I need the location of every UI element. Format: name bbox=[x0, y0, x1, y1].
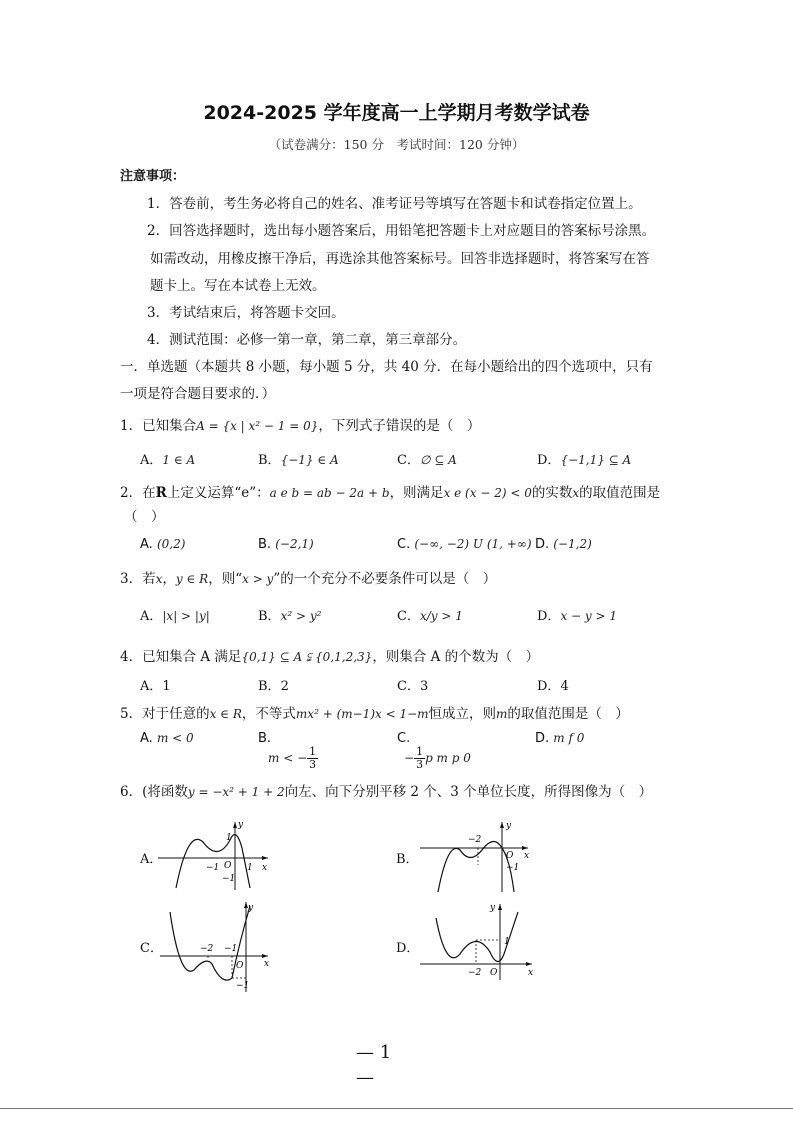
q4-option-d: D．4 bbox=[537, 679, 569, 694]
note-2-cont: 如需改动，用橡皮擦干净后，再选涂其他答案标号。回答非选择题时，将答案写在答 bbox=[150, 251, 650, 267]
section-heading: 一．单选题（本题共 8 小题，每小题 5 分，共 40 分．在每小题给出的四个选项中，只有 bbox=[120, 359, 653, 375]
svg-text:−2: −2 bbox=[468, 835, 482, 845]
svg-text:x: x bbox=[524, 851, 530, 861]
q4-option-a: A．1 bbox=[140, 679, 171, 694]
q6-graph-b bbox=[420, 820, 535, 892]
q3-option-c: C．x/y > 1 bbox=[397, 609, 463, 624]
q6-option-a: A． bbox=[140, 852, 163, 867]
q5-option-a: A. m < 0 bbox=[140, 731, 194, 746]
svg-text:y: y bbox=[238, 820, 244, 830]
svg-text:y: y bbox=[248, 903, 254, 913]
q3-option-a: A．|x| > |y| bbox=[140, 609, 210, 624]
question-1 bbox=[120, 414, 480, 434]
note-4: 4．测试范围：必修一第一章，第二章，第三章部分。 bbox=[147, 332, 467, 348]
svg-text:x: x bbox=[528, 968, 534, 978]
q1-option-a: A．1 ∈ A bbox=[140, 453, 196, 468]
note-2-cont2: 题卡上。写在本试卷上无效。 bbox=[150, 278, 326, 294]
svg-text:O: O bbox=[490, 968, 498, 978]
q2-option-d: D. (−1,2) bbox=[535, 537, 592, 552]
question-3: 3．若x，y ∈ R，则“x > y”的一个充分不必要条件可以是（ ） bbox=[120, 571, 497, 587]
exam-title: 2024-2025 学年度高一上学期月考数学试卷 bbox=[203, 102, 590, 124]
q5-option-b: B. bbox=[258, 731, 272, 746]
svg-text:−1: −1 bbox=[222, 874, 236, 884]
svg-text:1: 1 bbox=[247, 863, 253, 873]
svg-text:x: x bbox=[262, 863, 268, 873]
q1-set: A = {x | x² − 1 = 0} bbox=[196, 419, 319, 433]
note-2: 2．回答选择题时，选出每小题答案后，用铅笔把答题卡上对应题目的答案标号涂黑。 bbox=[147, 223, 656, 239]
svg-text:−1: −1 bbox=[224, 944, 238, 954]
q2-option-c: C. (−∞, −2) U (1, +∞) bbox=[397, 537, 532, 552]
question-6: 6．(将函数y = −x² + 1 + 2向左、向下分别平移 2 个、3 个单位长度，所得图像为（ ） bbox=[120, 784, 653, 800]
q5-option-c-math: − $\frac{1}{3}$ p m p 0 bbox=[404, 745, 471, 771]
q6-graph-d bbox=[420, 900, 538, 980]
note-3: 3．考试结束后，将答题卡交回。 bbox=[147, 305, 345, 321]
q2-option-a: A. (0,2) bbox=[140, 537, 186, 552]
svg-text:−1: −1 bbox=[206, 863, 220, 873]
q6-option-c: C． bbox=[140, 941, 163, 956]
q6-graph-c bbox=[160, 900, 275, 992]
exam-subtitle: （试卷满分：150 分 考试时间：120 分钟） bbox=[268, 137, 525, 152]
svg-text:y: y bbox=[490, 903, 496, 913]
page-bottom-rule bbox=[0, 1108, 793, 1109]
q5-option-c: C. bbox=[397, 731, 411, 746]
notes-heading: 注意事项： bbox=[120, 169, 186, 184]
q1-option-d: D．{−1,1} ⊆ A bbox=[537, 453, 632, 468]
section-heading-cont: 一项是符合题目要求的．） bbox=[120, 386, 276, 402]
svg-text:O: O bbox=[236, 961, 244, 971]
svg-text:O: O bbox=[506, 851, 514, 861]
page-number: — 1 bbox=[356, 1042, 392, 1063]
q1-post: ，下列式子错误的是（ ） bbox=[318, 418, 481, 434]
svg-text:−1: −1 bbox=[506, 863, 520, 873]
page-dash: — bbox=[356, 1067, 374, 1088]
q6-option-d: D． bbox=[396, 941, 420, 956]
svg-text:−2: −2 bbox=[468, 968, 482, 978]
q1-option-b: B．{−1} ∈ A bbox=[258, 453, 339, 468]
q2-paren: （ ） bbox=[124, 509, 165, 525]
q3-option-b: B．x² > y² bbox=[258, 609, 322, 624]
q5-option-b-math: m < − $\frac{1}{3}$ bbox=[268, 745, 317, 771]
question-2: 2．在R上定义运算“e”：a e b = ab − 2a + b，则满足x e (x − 2) < 0的实数x的取值范围是 bbox=[120, 485, 661, 501]
svg-text:y: y bbox=[506, 821, 512, 831]
q6-option-b: B． bbox=[396, 852, 419, 867]
q1-option-c: C．∅ ⊆ A bbox=[397, 453, 457, 468]
question-4: 4．已知集合 A 满足{0,1} ⊆ A ⫋ {0,1,2,3}，则集合 A 的个数为（ ） bbox=[120, 649, 540, 665]
question-5: 5．对于任意的x ∈ R，不等式mx² + (m−1)x < 1−m恒成立，则m的取值范围是（ ） bbox=[120, 706, 629, 722]
svg-text:1: 1 bbox=[504, 937, 510, 947]
q4-option-c: C．3 bbox=[397, 679, 429, 694]
q2-option-b: B. (−2,1) bbox=[258, 537, 314, 552]
q5-option-d: D. m f 0 bbox=[535, 731, 585, 746]
svg-text:−1: −1 bbox=[236, 981, 250, 991]
q6-graph-a bbox=[158, 818, 273, 890]
svg-text:O: O bbox=[224, 861, 232, 871]
svg-text:1: 1 bbox=[226, 833, 232, 843]
svg-text:−2: −2 bbox=[200, 944, 214, 954]
q3-option-d: D．x − y > 1 bbox=[537, 609, 617, 624]
note-1: 1．答卷前，考生务必将自己的姓名、准考证号等填写在答题卡和试卷指定位置上。 bbox=[147, 196, 642, 212]
q4-option-b: B．2 bbox=[258, 679, 289, 694]
q1-num: 1． bbox=[120, 418, 143, 434]
q1-pre: 已知集合 bbox=[142, 418, 197, 434]
svg-text:x: x bbox=[264, 959, 270, 969]
